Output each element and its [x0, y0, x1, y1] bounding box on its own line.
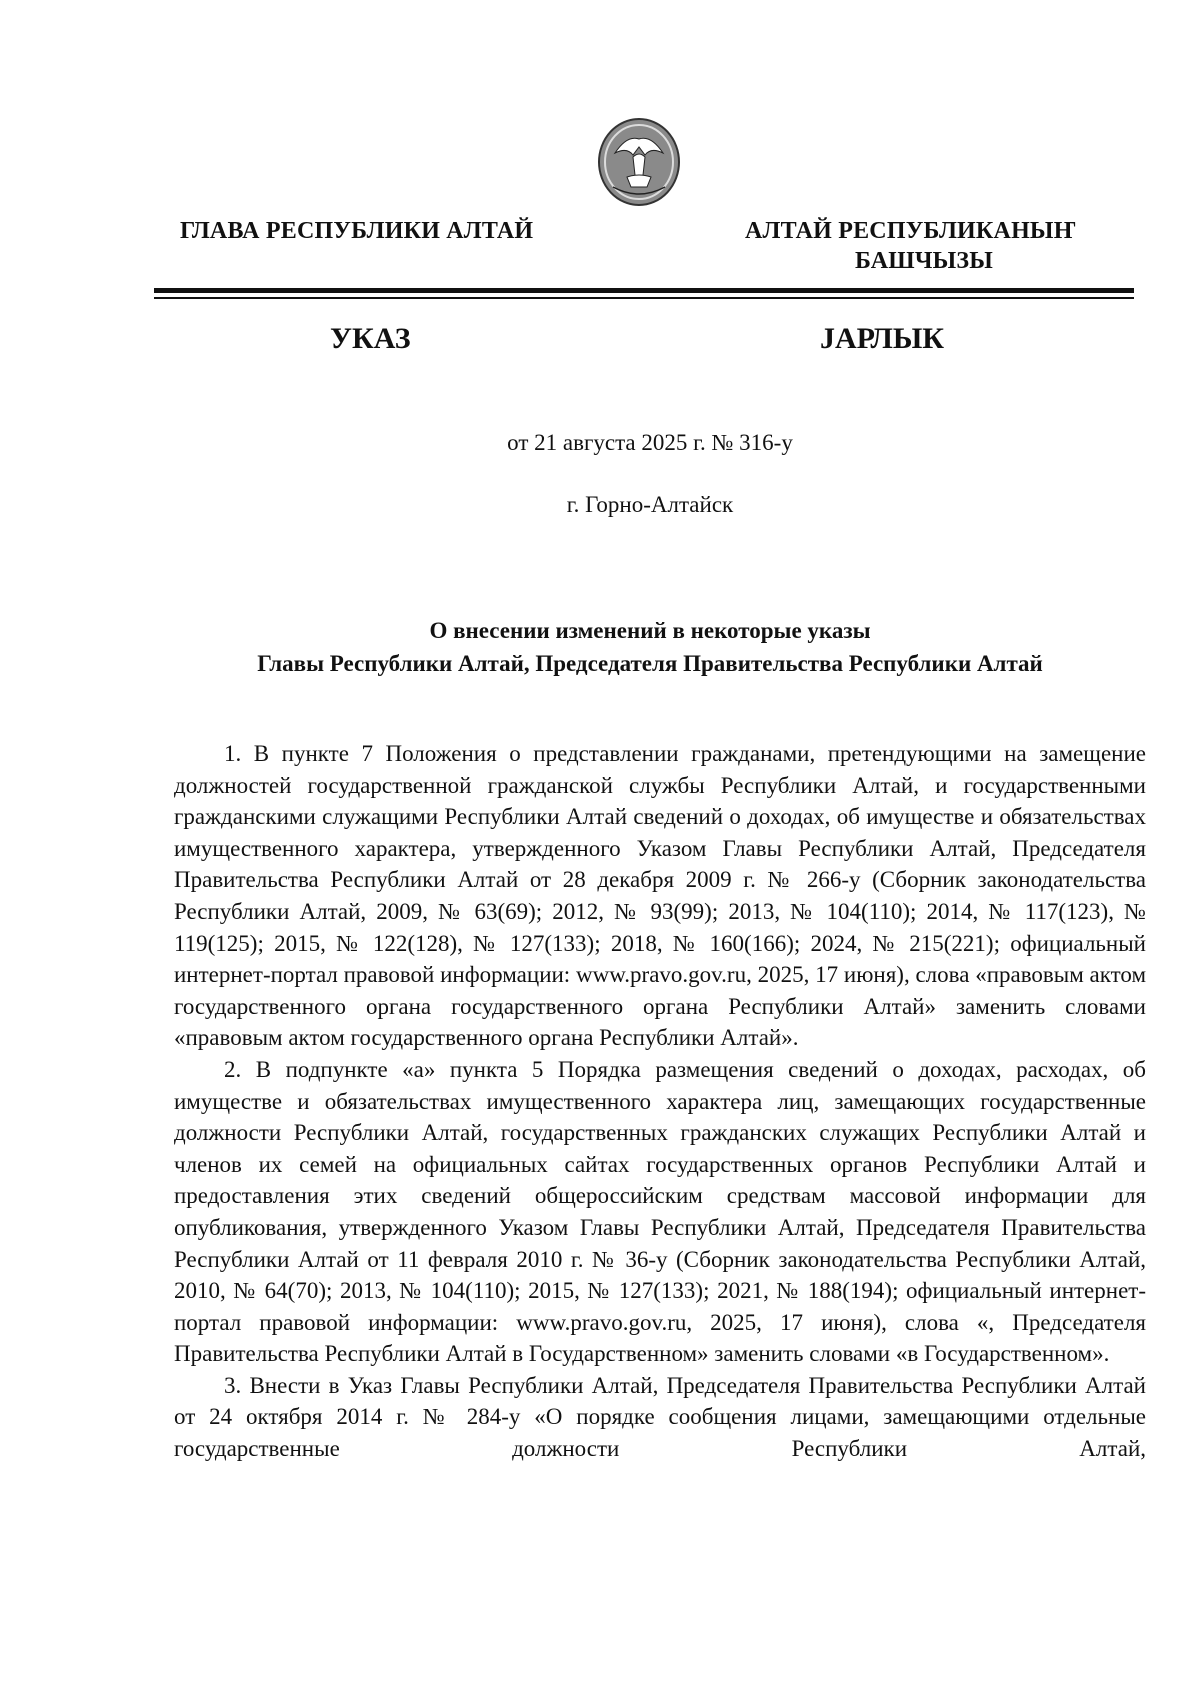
doc-subject-line2: Главы Республики Алтай, Председателя Правительства Республики Алтай	[257, 651, 1043, 676]
doc-subject-line1: О внесении изменений в некоторые указы	[429, 618, 871, 643]
header-org-alt-line2: БАШЧЫЗЫ	[855, 248, 994, 274]
header-org-alt-line1: АЛТАЙ РЕСПУБЛИКАНЫҤ	[745, 218, 1077, 244]
doc-date-number: от 21 августа 2025 г. № 316-у	[507, 430, 793, 455]
doc-body	[174, 738, 1146, 1465]
header-org-alt	[745, 216, 1145, 276]
paragraph-3: 3. Внести в Указ Главы Республики Алтай, Председателя Правительства Республики Алтай от 24 октября 2014 г. № 284-у «О порядке сообщения лицами, замещающими отдельные государственные должности Республики Алтай,	[174, 1372, 1146, 1462]
paragraph-1: 1. В пункте 7 Положения о представлении гражданами, претендующими на замещение должностей государственной гражданской службы Республики Алтай, и государственными гражданскими служащими Республики Алтай сведений о доходах, об имуществе и обязательствах имущественного характера, утвержденного Указом Главы Республики Алтай, Председателя Правительства Республики Алтай от 28 декабря 2009 г. № 266-у (Сборник законодательства Республики Алтай, 2009, № 63(69); 2012, № 93(99); 2013, № 104(110); 2014, № 117(123), № 119(125); 2015, № 122(128), № 127(133); 2018, № 160(166); 2024, № 215(221); официальный интернет-портал правовой информации: www.pravo.gov.ru, 2025, 17 июня), слова «правовым актом государственного органа государственного органа Республики Алтай» заменить словами «правовым актом государственного органа Республики Алтай».	[174, 741, 1146, 1051]
coat-of-arms-emblem	[597, 117, 681, 207]
paragraph-2: 2. В подпункте «а» пункта 5 Порядка размещения сведений о доходах, расходах, об имуществе и обязательствах имущественного характера лиц, замещающих государственные должности Республики Алтай, государственных гражданских служащих Республики Алтай и членов их семей на официальных сайтах государственных органов Республики Алтай и предоставления этих сведений общероссийским средствам массовой информации для опубликования, утвержденного Указом Главы Республики Алтай, Председателя Правительства Республики Алтай от 11 февраля 2010 г. № 36-у (Сборник законодательства Республики Алтай, 2010, № 64(70); 2013, № 104(110); 2015, № 127(133); 2021, № 188(194); официальный интернет-портал правовой информации: www.pravo.gov.ru, 2025, 17 июня), слова «, Председателя Правительства Республики Алтай в Государственном» заменить словами «в Государственном».	[174, 1056, 1146, 1367]
doc-subject	[150, 614, 1150, 680]
header-divider-thick	[154, 288, 1134, 293]
header-org-ru: ГЛАВА РЕСПУБЛИКИ АЛТАЙ	[180, 218, 534, 244]
header-divider-thin	[154, 297, 1134, 299]
doc-type-ru: УКАЗ	[330, 322, 411, 355]
doc-type-alt: ЈАРЛЫК	[820, 322, 945, 355]
doc-city: г. Горно-Алтайск	[566, 492, 734, 517]
